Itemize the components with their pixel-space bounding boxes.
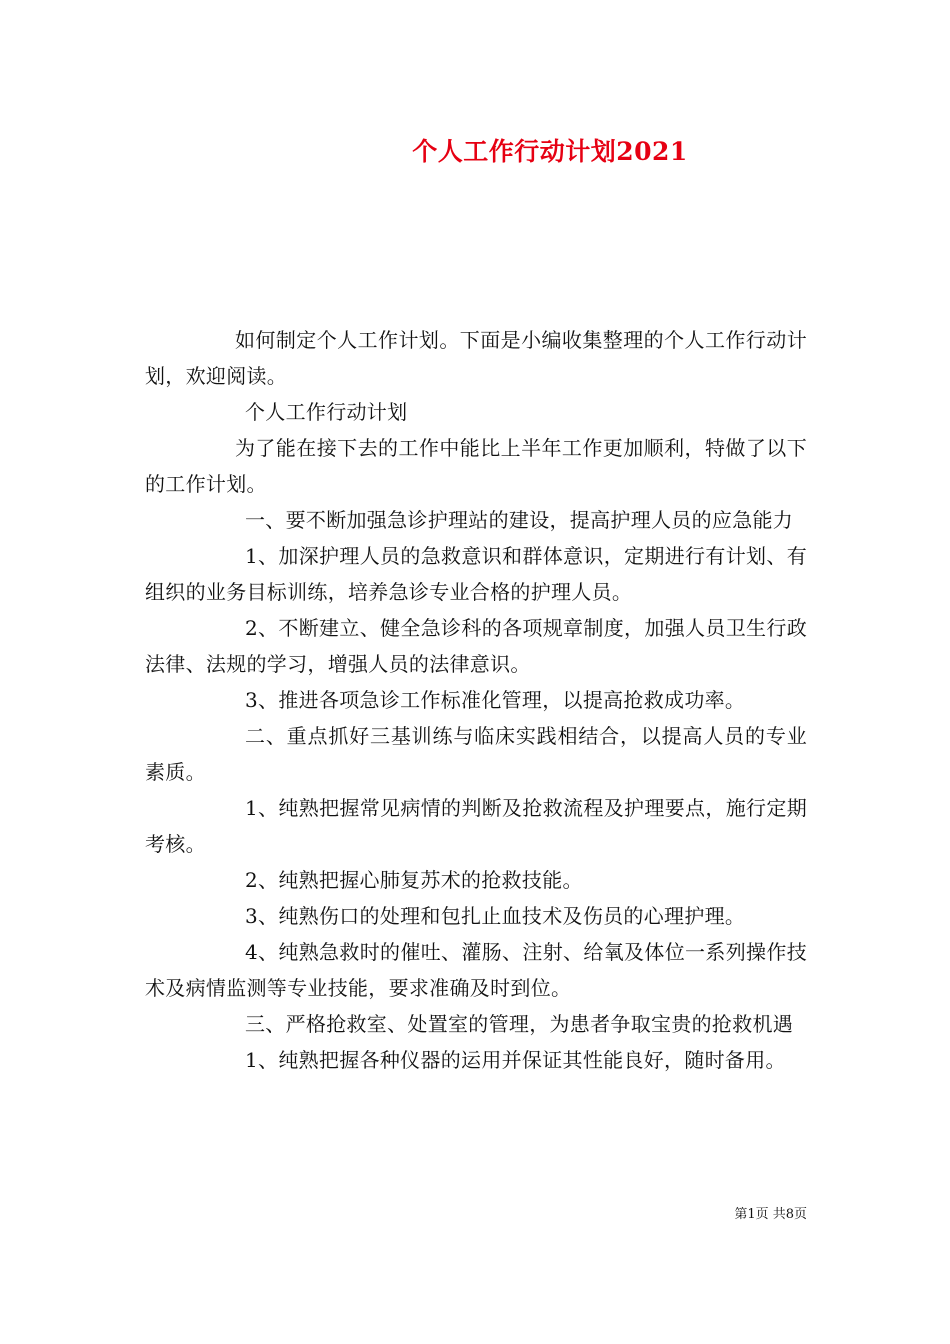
paragraph-2-1: 1、纯熟把握常见病情的判断及抢救流程及护理要点，施行定期考核。: [145, 796, 807, 856]
paragraph-1-2: 2、不断建立、健全急诊科的各项规章制度，加强人员卫生行政法律、法规的学习，增强人员的法律意识。: [145, 616, 807, 676]
paragraph-2-4: 4、纯熟急救时的催吐、灌肠、注射、给氧及体位一系列操作技术及病情监测等专业技能，要求准确及时到位。: [145, 940, 807, 1000]
paragraph-2-3: 3、纯熟伤口的处理和包扎止血技术及伤员的心理护理。: [245, 904, 746, 928]
section-heading-1: 一、要不断加强急诊护理站的建设，提高护理人员的应急能力: [245, 508, 794, 532]
paragraph-3-1: 1、纯熟把握各种仪器的运用并保证其性能良好，随时备用。: [245, 1048, 786, 1072]
section-heading-2: 二、重点抓好三基训练与临床实践相结合，以提高人员的专业素质。: [145, 724, 807, 784]
page-footer: 第1页 共8页: [734, 1207, 807, 1222]
section-heading-3: 三、严格抢救室、处置室的管理，为患者争取宝贵的抢救机遇: [245, 1012, 794, 1036]
paragraph-intro: 如何制定个人工作计划。下面是小编收集整理的个人工作行动计划，欢迎阅读。: [145, 328, 807, 388]
document-body: [145, 322, 807, 1078]
paragraph-1-1: 1、加深护理人员的急救意识和群体意识，定期进行有计划、有组织的业务目标训练，培养急诊专业合格的护理人员。: [145, 544, 807, 604]
paragraph-preface: 为了能在接下去的工作中能比上半年工作更加顺利，特做了以下的工作计划。: [145, 436, 807, 496]
paragraph-subtitle: 个人工作行动计划: [245, 400, 408, 424]
document-title: 个人工作行动计划2021: [412, 137, 688, 166]
paragraph-1-3: 3、推进各项急诊工作标准化管理，以提高抢救成功率。: [245, 688, 746, 712]
paragraph-2-2: 2、纯熟把握心肺复苏术的抢救技能。: [245, 868, 583, 892]
